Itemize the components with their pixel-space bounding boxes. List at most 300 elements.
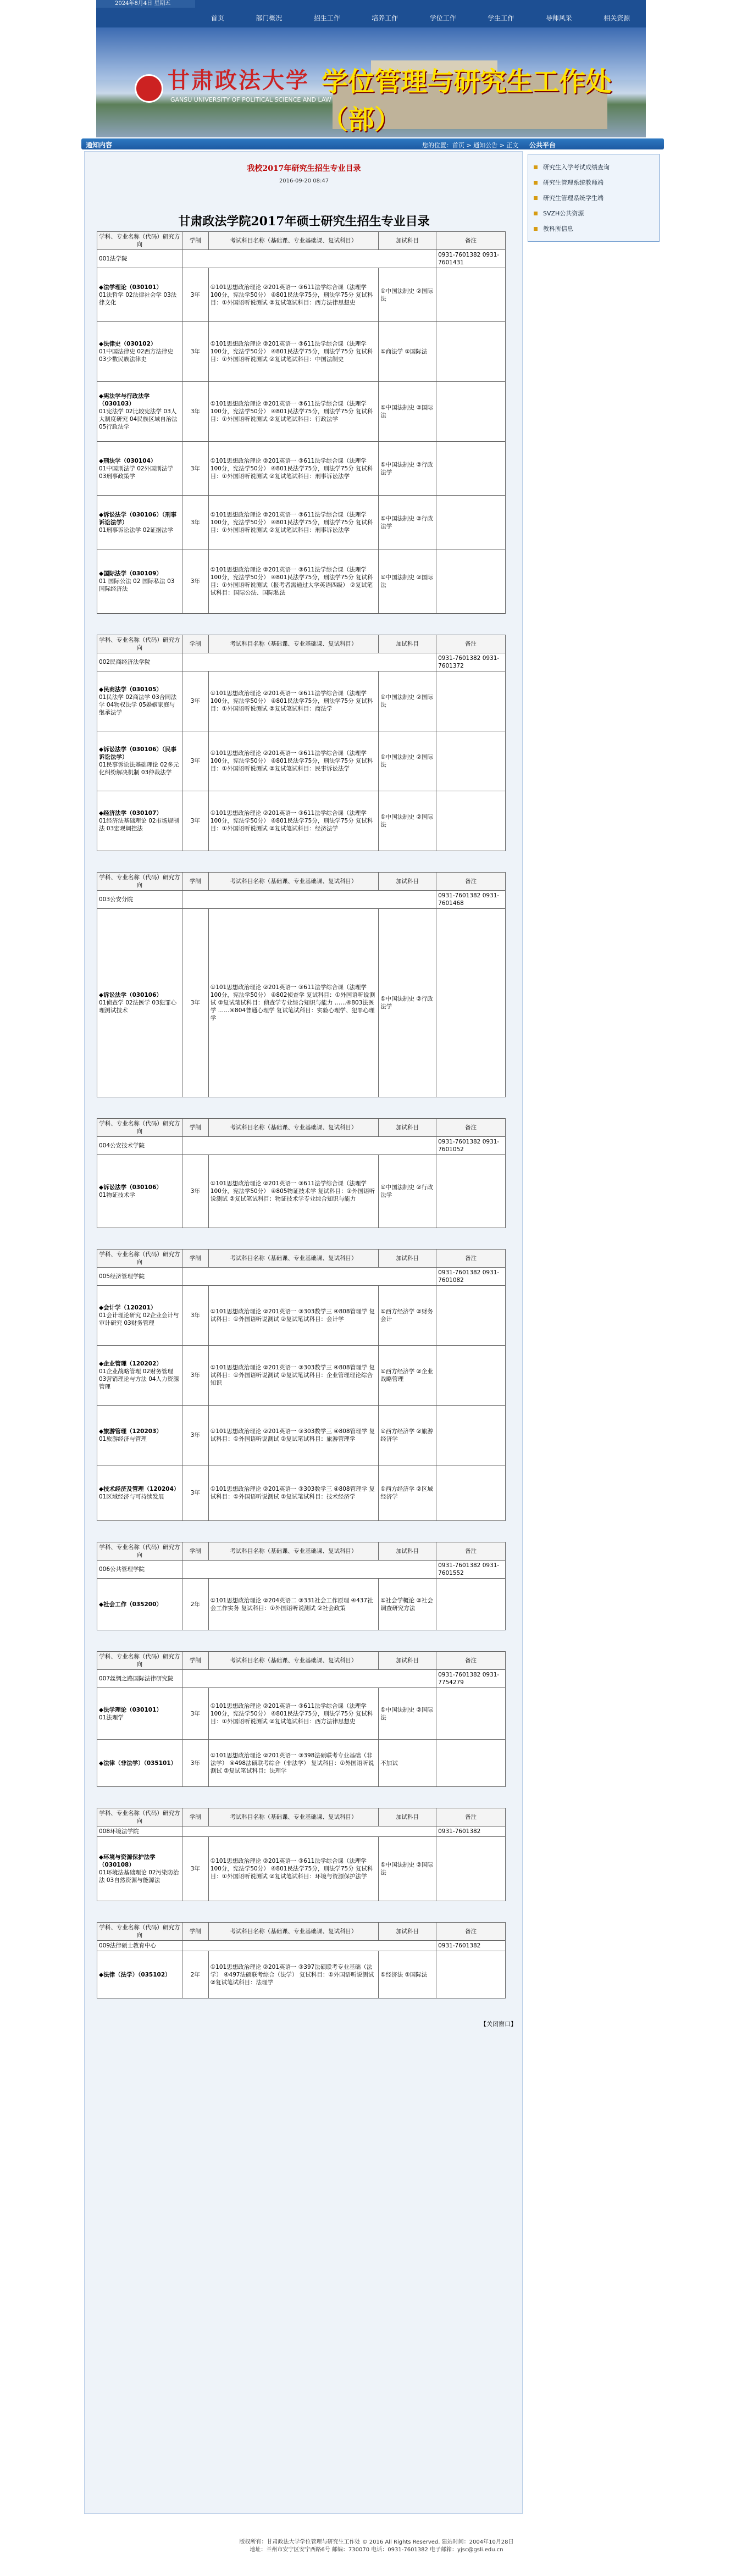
subjects-cell: ①101思想政治理论 ②201英语一 ③611法学综合课（法理学100分，宪法学50分） ④801民法学75分，刑法学75分 复试科目：①外国语听说测试 ②复试笔试科目：环境与资源保护法学 <box>208 1837 378 1901</box>
subjects-cell: ①101思想政治理论 ②201英语一 ③611法学综合课（法理学100分，宪法学50分） ④801民法学75分，刑法学75分 复试科目：①外国语听说测试 ②复试笔试科目：民事诉讼法学 <box>208 731 378 791</box>
catalog-table <box>97 635 506 851</box>
subjects-cell: ①101思想政治理论 ②201英语一 ③611法学综合课（法理学100分，宪法学50分） ④805物证技术学 复试科目：①外国语听说测试 ②复试笔试科目：物证技术学专业综合知识与能力 <box>208 1155 378 1228</box>
sidebar-item-label: 研究生管理系统教师端 <box>543 179 603 186</box>
college-phone: 0931-7601382 <box>436 1826 506 1837</box>
column-header: 学科、专业名称（代码）研究方向 <box>97 232 182 250</box>
university-logo-icon <box>135 74 163 103</box>
blank-cell <box>182 1670 436 1688</box>
column-header: 考试科目名称（基础课、专业基础课、复试科目） <box>208 1542 378 1561</box>
subjects-cell: ①101思想政治理论 ②201英语一 ③397法硕联考专业基础（法学） ④497法硕联考综合（法学） 复试科目：①外国语听说测试 ②复试笔试科目：法理学 <box>208 1951 379 1998</box>
table-row <box>97 1740 506 1787</box>
table-row <box>97 909 506 1097</box>
research-directions: 01中国法律史 02西方法律史 03少数民族法律史 <box>99 348 174 363</box>
content-header-bar <box>81 138 664 149</box>
notice-title: 我校2017年研究生招生专业目录 <box>247 164 361 173</box>
table-row <box>97 1951 506 1998</box>
nav-item-degree[interactable]: 学位工作 <box>429 14 456 22</box>
column-header: 考试科目名称（基础课、专业基础课、复试科目） <box>208 1250 378 1268</box>
catalog-table <box>97 1249 506 1521</box>
table-header-row <box>97 1652 506 1670</box>
blank-cell <box>182 1941 436 1951</box>
extra-subjects-cell: ①中国法制史 ②国际法 <box>379 1688 436 1740</box>
column-header: 学科、专业名称（代码）研究方向 <box>97 1250 182 1268</box>
major-cell <box>97 268 182 322</box>
research-directions: 01环境法基础理论 02污染防治法 03自然资源与能源法 <box>99 1869 179 1884</box>
remarks-cell <box>436 1579 506 1630</box>
years-cell: 3年 <box>182 268 208 322</box>
table-row <box>97 1406 506 1465</box>
nav-item-admission[interactable]: 招生工作 <box>313 14 340 22</box>
table-header-row <box>97 232 506 250</box>
extra-subjects-cell: ①中国法制史 ②行政法学 <box>379 1155 436 1228</box>
extra-subjects-cell: ①中国法制史 ②国际法 <box>379 731 436 791</box>
research-directions: 01经济法基础理论 02市场规制法 03宏观调控法 <box>99 818 179 832</box>
subjects-cell: ①101思想政治理论 ②201英语一 ③398法硕联考专业基础（非法学） ④498法硕联考综合（非法学） 复试科目：①外国语听说测试 ②复试笔试科目：法理学 <box>208 1740 378 1787</box>
nav-item-tutors[interactable]: 导师风采 <box>545 14 572 22</box>
column-header: 学制 <box>182 1808 208 1826</box>
remarks-cell <box>436 1406 506 1465</box>
column-header: 加试科目 <box>379 1652 436 1670</box>
remarks-cell <box>436 909 506 1097</box>
major-cell <box>97 1465 182 1521</box>
column-header: 考试科目名称（基础课、专业基础课、复试科目） <box>208 1808 378 1826</box>
column-header: 考试科目名称（基础课、专业基础课、复试科目） <box>208 873 378 891</box>
college-name: 009法律硕士教育中心 <box>97 1941 182 1951</box>
college-name: 007丝绸之路国际法律研究院 <box>97 1670 182 1688</box>
major-cell <box>97 496 182 549</box>
sidebar-title: 公共平台 <box>529 141 556 149</box>
college-row <box>97 250 506 268</box>
column-header: 加试科目 <box>379 1923 436 1941</box>
table-header-row <box>97 873 506 891</box>
column-header: 加试科目 <box>379 232 436 250</box>
subjects-cell: ①101思想政治理论 ②201英语一 ③611法学综合课（法理学100分，宪法学50分） ④801民法学75分，刑法学75分 复试科目：①外国语听说测试 ②复试笔试科目：刑事诉讼法学 <box>208 496 378 549</box>
major-cell <box>97 1406 182 1465</box>
bullet-icon <box>534 212 538 215</box>
remarks-cell <box>436 268 506 322</box>
remarks-cell <box>436 1951 506 1998</box>
column-header: 学科、专业名称（代码）研究方向 <box>97 1923 182 1941</box>
major-cell <box>97 322 182 382</box>
table-row <box>97 549 506 614</box>
bullet-icon <box>534 165 538 169</box>
college-name: 003公安分院 <box>97 891 182 909</box>
remarks-cell <box>436 1688 506 1740</box>
major-name: ◆法学理论（030101） <box>99 1706 162 1713</box>
remarks-cell <box>436 671 506 731</box>
blank-cell <box>182 891 436 909</box>
remarks-cell <box>436 496 506 549</box>
remarks-cell <box>436 731 506 791</box>
major-cell <box>97 1286 182 1346</box>
years-cell: 3年 <box>182 382 208 442</box>
notice-date: 2016-09-20 08:47 <box>279 178 329 184</box>
column-header: 备注 <box>436 232 506 250</box>
years-cell: 3年 <box>182 1286 208 1346</box>
years-cell: 3年 <box>182 1688 208 1740</box>
main-nav <box>195 8 646 27</box>
extra-subjects-cell: ①西方经济学 ②企业战略管理 <box>379 1346 436 1406</box>
table-header-row <box>97 1808 506 1826</box>
sidebar-item-student-system[interactable] <box>534 191 654 206</box>
extra-subjects-cell: ①中国法制史 ②行政法学 <box>379 909 436 1097</box>
notice-content <box>84 151 523 2514</box>
table-header-row <box>97 1119 506 1137</box>
sidebar-item-label: SVZH公共资源 <box>543 210 584 217</box>
sidebar-item-label: 研究生入学考试成绩查询 <box>543 164 610 171</box>
table-row <box>97 1688 506 1740</box>
college-name: 002民商经济法学院 <box>97 653 182 671</box>
extra-subjects-cell: ①西方经济学 ②区域经济学 <box>379 1465 436 1521</box>
research-directions: 01物证技术学 <box>99 1192 135 1198</box>
close-window-link[interactable]: 【关闭窗口】 <box>480 2020 517 2028</box>
bullet-icon <box>534 196 538 200</box>
column-header: 学制 <box>182 1250 208 1268</box>
nav-item-home[interactable]: 首页 <box>211 14 224 22</box>
extra-subjects-cell: ①西方经济学 ②财务会计 <box>379 1286 436 1346</box>
table-header-row <box>97 1250 506 1268</box>
college-name: 006公共管理学院 <box>97 1561 182 1579</box>
college-row <box>97 1941 506 1951</box>
research-directions: 01民法学 02商法学 03合同法学 04物权法学 05婚姻家庭与继承法学 <box>99 694 177 716</box>
major-name: ◆法律史（030102） <box>99 341 157 347</box>
research-directions: 01刑事诉讼法学 02证据法学 <box>99 526 174 534</box>
years-cell: 3年 <box>182 1406 208 1465</box>
department-title: 学位管理与研究生工作处（部） <box>322 66 612 135</box>
catalog-table <box>97 1118 506 1228</box>
column-header: 加试科目 <box>379 1542 436 1561</box>
research-directions: 01企业战略管理 02财务管理 03营销理论与方法 04人力资源管理 <box>99 1368 179 1390</box>
column-header: 备注 <box>436 1119 506 1137</box>
school-name-english: GANSU UNIVERSITY OF POLITICAL SCIENCE AND LAW <box>170 96 331 103</box>
college-row <box>97 891 506 909</box>
major-cell <box>97 1346 182 1406</box>
extra-subjects-cell: ①中国法制史 ②行政法学 <box>379 442 436 496</box>
sidebar-item-info[interactable] <box>534 221 654 237</box>
extra-subjects-cell: ①中国法制史 ②国际法 <box>379 791 436 851</box>
major-name: ◆经济法学（030107） <box>99 810 162 817</box>
years-cell: 3年 <box>182 1837 208 1901</box>
research-directions: 01区域经济与可持续发展 <box>99 1494 164 1500</box>
subjects-cell: ①101思想政治理论 ②201英语一 ③303数学三 ④808管理学 复试科目：①外国语听说测试 ②复试笔试科目：会计学 <box>208 1286 378 1346</box>
major-cell <box>97 731 182 791</box>
major-cell <box>97 909 182 1097</box>
subjects-cell: ①101思想政治理论 ②201英语一 ③303数学三 ④808管理学 复试科目：①外国语听说测试 ②复试笔试科目：旅游管理学 <box>208 1406 378 1465</box>
research-directions: 01会计理论研究 02企业会计与审计研究 03财务管理 <box>99 1312 179 1326</box>
college-row <box>97 1670 506 1688</box>
college-name: 005经济管理学院 <box>97 1268 182 1286</box>
table-row <box>97 1155 506 1228</box>
column-header: 考试科目名称（基础课、专业基础课、复试科目） <box>208 232 378 250</box>
column-header: 学制 <box>182 1119 208 1137</box>
extra-subjects-cell: ①中国法制史 ②国际法 <box>379 671 436 731</box>
sidebar <box>528 154 660 242</box>
extra-subjects-cell: ①经济法 ②国际法 <box>379 1951 436 1998</box>
college-name: 008环境法学院 <box>97 1826 182 1837</box>
table-row <box>97 382 506 442</box>
college-name: 001法学院 <box>97 250 182 268</box>
research-directions: 01法哲学 02法律社会学 03法律文化 <box>99 291 177 306</box>
column-header: 学科、专业名称（代码）研究方向 <box>97 1808 182 1826</box>
college-phone: 0931-7601382 0931-7601552 <box>436 1561 506 1579</box>
research-directions: 01法理学 <box>99 1714 124 1721</box>
column-header: 学制 <box>182 1652 208 1670</box>
college-row <box>97 1826 506 1837</box>
college-row <box>97 1137 506 1155</box>
major-cell <box>97 671 182 731</box>
column-header: 学科、专业名称（代码）研究方向 <box>97 635 182 653</box>
sidebar-item-public-resources[interactable] <box>534 206 654 221</box>
years-cell: 3年 <box>182 442 208 496</box>
column-header: 学制 <box>182 232 208 250</box>
column-header: 备注 <box>436 635 506 653</box>
major-cell <box>97 1740 182 1787</box>
column-header: 学制 <box>182 635 208 653</box>
table-row <box>97 1465 506 1521</box>
column-header: 备注 <box>436 1542 506 1561</box>
sidebar-item-teacher-system[interactable] <box>534 175 654 191</box>
years-cell: 2年 <box>182 1579 208 1630</box>
major-cell <box>97 1837 182 1901</box>
column-header: 学科、专业名称（代码）研究方向 <box>97 873 182 891</box>
major-name: ◆法律（非法学）（035101） <box>99 1759 177 1767</box>
column-header: 学制 <box>182 1542 208 1561</box>
college-phone: 0931-7601382 0931-7601431 <box>436 250 506 268</box>
blank-cell <box>182 1268 436 1286</box>
college-phone: 0931-7601382 0931-7601082 <box>436 1268 506 1286</box>
table-row <box>97 496 506 549</box>
major-name: ◆诉讼法学（030106） <box>99 992 162 998</box>
catalog-table <box>97 1542 506 1630</box>
research-directions: 01侦查学 02法医学 03犯罪心理测试技术 <box>99 1000 177 1014</box>
footer <box>0 2539 753 2554</box>
years-cell: 3年 <box>182 791 208 851</box>
header-date: 2024年8月4日 星期五 <box>96 0 195 8</box>
blank-cell <box>182 653 436 671</box>
table-header-row <box>97 1923 506 1941</box>
subjects-cell: ①101思想政治理论 ②201英语一 ③303数学三 ④808管理学 复试科目：①外国语听说测试 ②复试笔试科目：技术经济学 <box>208 1465 378 1521</box>
major-name: ◆旅游管理（120203） <box>99 1428 162 1435</box>
major-name: ◆民商法学（030105） <box>99 686 162 693</box>
major-name: ◆企业管理（120202） <box>99 1361 162 1367</box>
blank-cell <box>182 1561 436 1579</box>
extra-subjects-cell: ①西方经济学 ②旅游经济学 <box>379 1406 436 1465</box>
nav-item-training[interactable]: 培养工作 <box>372 14 398 22</box>
research-directions: 01中国刑法学 02外国刑法学 03刑事政策学 <box>99 465 174 480</box>
table-header-row <box>97 1542 506 1561</box>
college-row <box>97 653 506 671</box>
major-cell <box>97 549 182 614</box>
table-row <box>97 442 506 496</box>
catalog-table <box>97 231 506 614</box>
remarks-cell <box>436 1837 506 1901</box>
top-navigation-bar <box>96 0 646 27</box>
extra-subjects-cell: ①商法学 ②国际法 <box>379 322 436 382</box>
years-cell: 3年 <box>182 1155 208 1228</box>
blank-cell <box>182 1137 436 1155</box>
subjects-cell: ①101思想政治理论 ②201英语一 ③611法学综合课（法理学100分，宪法学50分） ④801民法学75分，刑法学75分 复试科目：①外国语听说测试 ②复试笔试科目：刑事诉讼法学 <box>208 442 378 496</box>
extra-subjects-cell: ①中国法制史 ②国际法 <box>379 268 436 322</box>
major-name: ◆法律（法学）（035102） <box>99 1971 171 1978</box>
sidebar-item-label: 教科所信息 <box>543 225 573 232</box>
table-header-row <box>97 635 506 653</box>
subjects-cell: ①101思想政治理论 ②201英语一 ③611法学综合课（法理学100分，宪法学50分） ④801民法学75分，刑法学75分 复试科目：①外国语听说测试 ②复试笔试科目：商法学 <box>208 671 378 731</box>
subjects-cell: ①101思想政治理论 ②204英语二 ③331社会工作原理 ④437社会工作实务 复试科目：①外国语听说测试 ②社会政策 <box>208 1579 378 1630</box>
table-row <box>97 1286 506 1346</box>
extra-subjects-cell: ①中国法制史 ②国际法 <box>379 1837 436 1901</box>
college-phone: 0931-7601382 0931-7601052 <box>436 1137 506 1155</box>
major-cell <box>97 1951 182 1998</box>
table-row <box>97 731 506 791</box>
extra-subjects-cell: ①中国法制史 ②行政法学 <box>379 496 436 549</box>
blank-cell <box>182 250 436 268</box>
column-header: 考试科目名称（基础课、专业基础课、复试科目） <box>208 635 378 653</box>
column-header: 考试科目名称（基础课、专业基础课、复试科目） <box>208 1652 378 1670</box>
years-cell: 3年 <box>182 322 208 382</box>
subjects-cell: ①101思想政治理论 ②201英语一 ③611法学综合课（法理学100分，宪法学50分） ④801民法学75分，刑法学75分 复试科目：①外国语听说测试 ②复试笔试科目：西方法律思想史 <box>208 1688 378 1740</box>
catalog-table <box>97 1922 506 1998</box>
college-phone: 0931-7601382 0931-7754279 <box>436 1670 506 1688</box>
research-directions: 01旅游经济与管理 <box>99 1436 147 1442</box>
column-header: 学科、专业名称（代码）研究方向 <box>97 1542 182 1561</box>
remarks-cell <box>436 549 506 614</box>
major-cell <box>97 442 182 496</box>
college-phone: 0931-7601382 <box>436 1941 506 1951</box>
column-header: 考试科目名称（基础课、专业基础课、复试科目） <box>208 1119 378 1137</box>
column-header: 加试科目 <box>379 1250 436 1268</box>
section-label: 通知内容 <box>86 141 113 149</box>
column-header: 加试科目 <box>379 635 436 653</box>
research-directions: 01宪法学 02比较宪法学 03人大制度研究 04民族区域自治法 05行政法学 <box>99 408 178 430</box>
major-name: ◆诉讼法学（030106） <box>99 1184 162 1191</box>
footer-address: 地址：兰州市安宁区安宁西路6号 邮编：730070 电话：0931-7601382 电子邮箱：yjsc@gsli.edu.cn <box>250 2547 503 2553</box>
extra-subjects-cell: ①中国法制史 ②国际法 <box>379 549 436 614</box>
column-header: 学制 <box>182 1923 208 1941</box>
major-name: ◆诉讼法学（030106）（刑事诉讼法学） <box>99 511 177 526</box>
bullet-icon <box>534 227 538 231</box>
remarks-cell <box>436 791 506 851</box>
college-phone: 0931-7601382 0931-7601468 <box>436 891 506 909</box>
major-cell <box>97 791 182 851</box>
bullet-icon <box>534 181 538 185</box>
subjects-cell: ①101思想政治理论 ②201英语一 ③611法学综合课（法理学100分，宪法学50分） ④801民法学75分，刑法学75分 复试科目：①外国语听说测试 ②复试笔试科目：西方法律思想史 <box>208 268 378 322</box>
major-name: ◆社会工作（035200） <box>99 1601 162 1608</box>
table-row <box>97 1837 506 1901</box>
column-header: 考试科目名称（基础课、专业基础课、复试科目） <box>208 1923 379 1941</box>
subjects-cell: ①101思想政治理论 ②201英语一 ③611法学综合课（法理学100分，宪法学50分） ④801民法学75分，刑法学75分 复试科目：①外国语听说测试 ②复试笔试科目：中国法制史 <box>208 322 378 382</box>
major-name: ◆法学理论（030101） <box>99 284 162 291</box>
years-cell: 3年 <box>182 1346 208 1406</box>
subjects-cell: ①101思想政治理论 ②201英语一 ③303数学三 ④808管理学 复试科目：①外国语听说测试 ②复试笔试科目：企业管理理论综合知识 <box>208 1346 378 1406</box>
major-name: ◆技术经济及管理（120204） <box>99 1486 180 1492</box>
remarks-cell <box>436 322 506 382</box>
major-name: ◆国际法学（030109） <box>99 570 162 577</box>
major-name: ◆诉讼法学（030106）（民事诉讼法学） <box>99 746 177 760</box>
table-row <box>97 671 506 731</box>
column-header: 备注 <box>436 1652 506 1670</box>
major-name: ◆环境与资源保护法学（030108） <box>99 1854 156 1868</box>
column-header: 备注 <box>436 873 506 891</box>
major-cell <box>97 1155 182 1228</box>
years-cell: 3年 <box>182 1740 208 1787</box>
extra-subjects-cell: 不加试 <box>379 1740 436 1787</box>
college-phone: 0931-7601382 0931-7601372 <box>436 653 506 671</box>
catalog-title: 甘肃政法学院2017年硕士研究生招生专业目录 <box>178 214 430 229</box>
years-cell: 3年 <box>182 909 208 1097</box>
column-header: 加试科目 <box>379 1808 436 1826</box>
extra-subjects-cell: ①中国法制史 ②国际法 <box>379 382 436 442</box>
years-cell: 3年 <box>182 731 208 791</box>
catalog-table <box>97 1651 506 1787</box>
column-header: 备注 <box>436 1923 506 1941</box>
nav-item-resources[interactable]: 相关资源 <box>603 14 630 22</box>
catalog-table <box>97 872 506 1097</box>
subjects-cell: ①101思想政治理论 ②201英语一 ③611法学综合课（法理学100分，宪法学50分） ④801民法学75分，刑法学75分 复试科目：①外国语听说测试 ②复试笔试科目：经济法学 <box>208 791 378 851</box>
subjects-cell: ①101思想政治理论 ②201英语一 ③611法学综合课（法理学100分，宪法学50分） ④801民法学75分，刑法学75分 复试科目：①外国语听说测试（报考者需通过大学英语四级） ②复试笔试科目：国际公法、国际私法 <box>208 549 378 614</box>
column-header: 备注 <box>436 1250 506 1268</box>
years-cell: 3年 <box>182 549 208 614</box>
research-directions: 01 国际公法 02 国际私法 03 国际经济法 <box>99 578 175 592</box>
table-row <box>97 322 506 382</box>
major-name: ◆刑法学（030104） <box>99 457 157 464</box>
remarks-cell <box>436 1155 506 1228</box>
table-row <box>97 1579 506 1630</box>
major-cell <box>97 382 182 442</box>
remarks-cell <box>436 442 506 496</box>
subjects-cell: ①101思想政治理论 ②201英语一 ③611法学综合课（法理学100分，宪法学50分） ④802侦查学 复试科目：①外国语听说测试 ②复试笔试科目：侦查学专业综合知识与能力 ……④803法医学 ……④804普通心理学 复试笔试科目：实验心理学、犯罪心理学 <box>208 909 378 1097</box>
years-cell: 3年 <box>182 496 208 549</box>
blank-cell <box>182 1826 436 1837</box>
remarks-cell <box>436 1346 506 1406</box>
college-row <box>97 1268 506 1286</box>
remarks-cell <box>436 382 506 442</box>
column-header: 加试科目 <box>379 1119 436 1137</box>
table-row <box>97 268 506 322</box>
column-header: 备注 <box>436 1808 506 1826</box>
years-cell: 3年 <box>182 1465 208 1521</box>
school-name: 甘肃政法大学 <box>168 68 309 93</box>
column-header: 学制 <box>182 873 208 891</box>
catalog-table <box>97 1808 506 1901</box>
nav-item-about[interactable]: 部门概况 <box>256 14 283 22</box>
header-banner <box>96 27 646 137</box>
column-header: 加试科目 <box>379 873 436 891</box>
footer-copyright: 版权所有：甘肃政法大学学位管理与研究生工作处 © 2016 All Rights Reserved. 建站时间：2004年10月28日 <box>239 2539 514 2545</box>
nav-item-students[interactable]: 学生工作 <box>488 14 514 22</box>
major-name: ◆宪法学与行政法学（030103） <box>99 393 150 407</box>
table-row <box>97 791 506 851</box>
remarks-cell <box>436 1286 506 1346</box>
remarks-cell <box>436 1465 506 1521</box>
remarks-cell <box>436 1740 506 1787</box>
sidebar-item-label: 研究生管理系统学生端 <box>543 195 603 202</box>
major-cell <box>97 1579 182 1630</box>
major-name: ◆会计学（120201） <box>99 1304 157 1311</box>
years-cell: 2年 <box>182 1951 208 1998</box>
major-cell <box>97 1688 182 1740</box>
column-header: 学科、专业名称（代码）研究方向 <box>97 1119 182 1137</box>
table-row <box>97 1346 506 1406</box>
breadcrumb: 您的位置：首页 > 通知公告 > 正文 <box>422 142 519 149</box>
years-cell: 3年 <box>182 671 208 731</box>
research-directions: 01民事诉讼法基础理论 02多元化纠纷解决机制 03仲裁法学 <box>99 762 179 776</box>
college-row <box>97 1561 506 1579</box>
extra-subjects-cell: ①社会学概论 ②社会调查研究方法 <box>379 1579 436 1630</box>
subjects-cell: ①101思想政治理论 ②201英语一 ③611法学综合课（法理学100分，宪法学50分） ④801民法学75分，刑法学75分 复试科目：①外国语听说测试 ②复试笔试科目：行政法学 <box>208 382 378 442</box>
column-header: 学科、专业名称（代码）研究方向 <box>97 1652 182 1670</box>
sidebar-item-score-query[interactable] <box>534 160 654 175</box>
college-name: 004公安技术学院 <box>97 1137 182 1155</box>
